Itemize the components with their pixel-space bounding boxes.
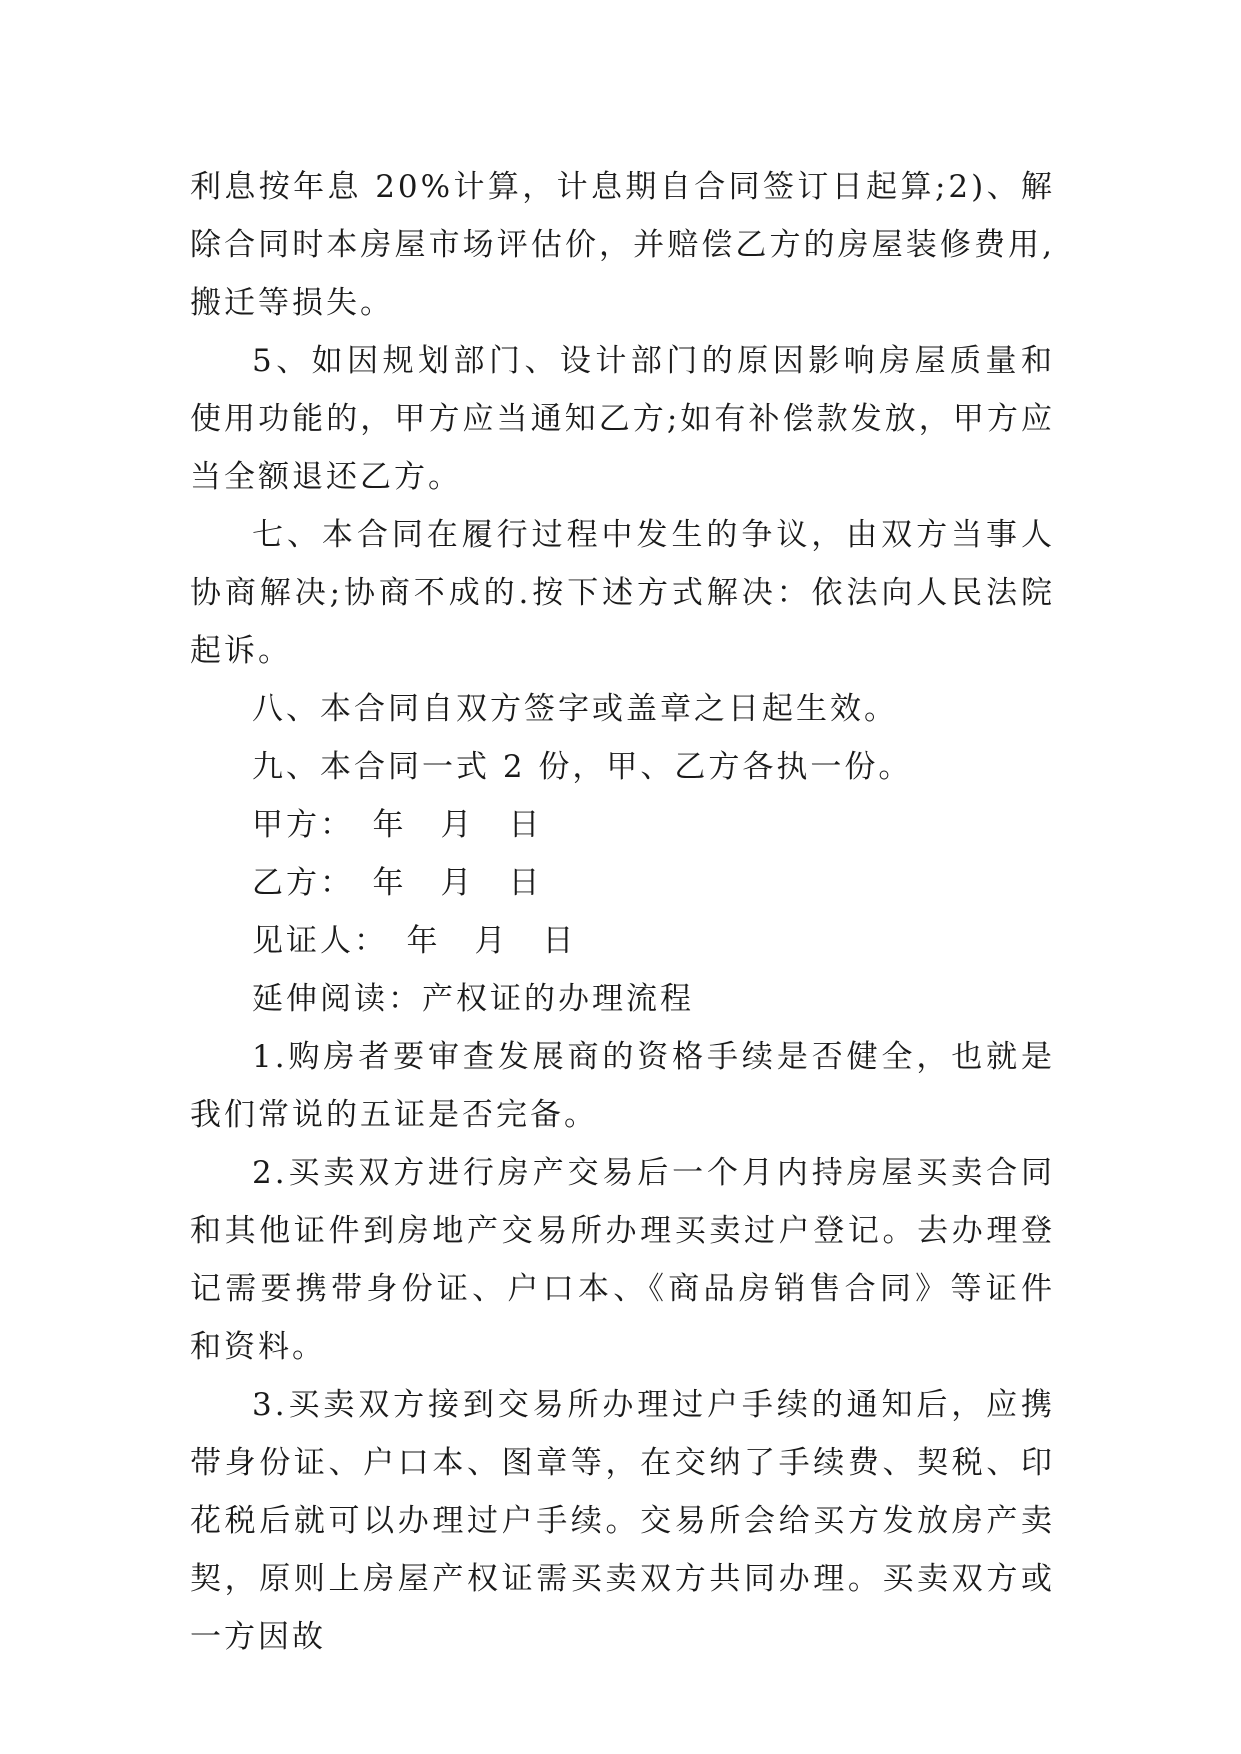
paragraph-interest-terms: 利息按年息 20%计算，计息期自合同签订日起算;2)、解除合同时本房屋市场评估价，并赔偿乙方的房屋装修费用,搬迁等损失。 (190, 169, 1055, 321)
signature-party-a: 甲方： 年 月 日 (252, 807, 543, 843)
paragraph-clause-7: 七、本合同在履行过程中发生的争议，由双方当事人协商解决;协商不成的.按下述方式解决：依法向人民法院起诉。 (190, 517, 1055, 669)
paragraph-step-1: 1.购房者要审查发展商的资格手续是否健全，也就是我们常说的五证是否完备。 (190, 1039, 1055, 1133)
paragraph-step-2: 2.买卖双方进行房产交易后一个月内持房屋买卖合同和其他证件到房地产交易所办理买卖过户登记。去办理登记需要携带身份证、户口本、《商品房销售合同》等证件和资料。 (190, 1155, 1055, 1365)
document-body (190, 158, 1055, 1666)
paragraph-clause-9: 九、本合同一式 2 份，甲、乙方各执一份。 (252, 749, 913, 785)
paragraph-step-3: 3.买卖双方接到交易所办理过户手续的通知后，应携带身份证、户口本、图章等，在交纳了手续费、契税、印花税后就可以办理过户手续。交易所会给买方发放房产卖契，原则上房屋产权证需买卖双方共同办理。买卖双方或一方因故 (190, 1387, 1055, 1655)
paragraph-clause-5: 5、如因规划部门、设计部门的原因影响房屋质量和使用功能的，甲方应当通知乙方;如有补偿款发放，甲方应当全额退还乙方。 (190, 343, 1055, 495)
signature-party-b: 乙方： 年 月 日 (252, 865, 543, 901)
paragraph-clause-8: 八、本合同自双方签字或盖章之日起生效。 (252, 691, 898, 727)
signature-witness: 见证人： 年 月 日 (252, 923, 577, 959)
extended-reading-heading: 延伸阅读：产权证的办理流程 (252, 981, 694, 1017)
